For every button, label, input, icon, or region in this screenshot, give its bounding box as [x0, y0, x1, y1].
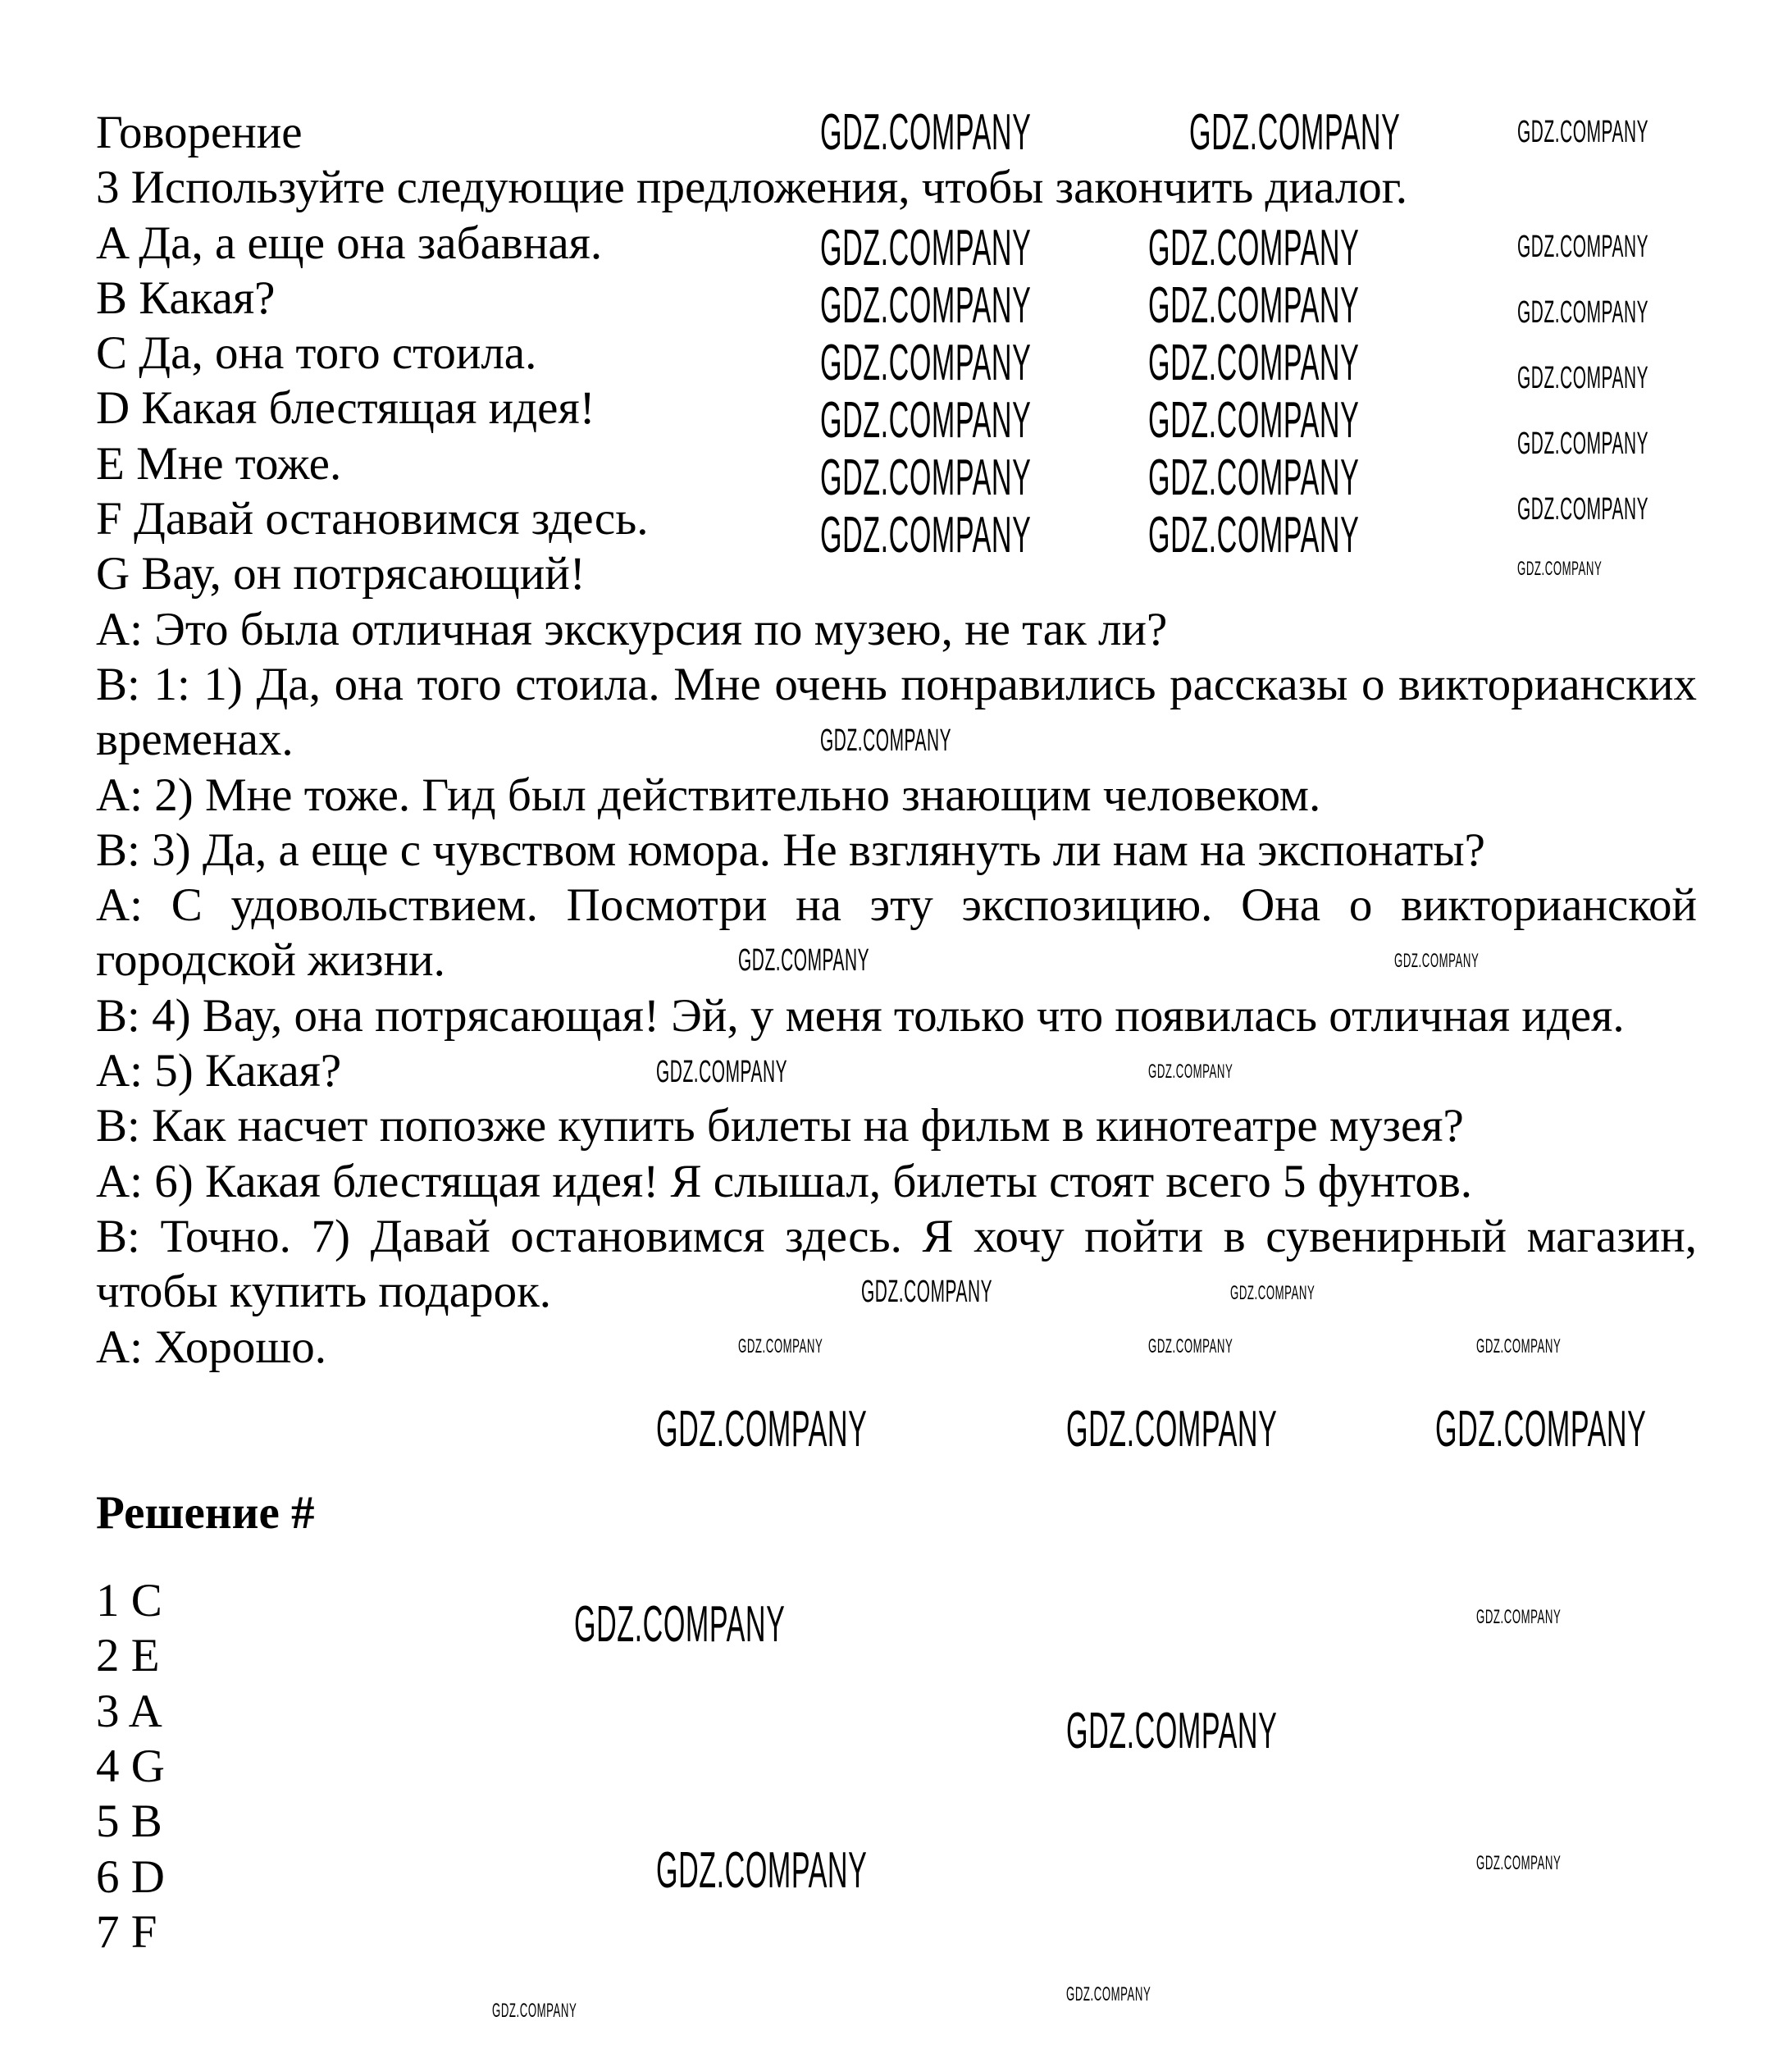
option-f: F Давай остановимся здесь.	[96, 493, 649, 545]
answer-item: 4 G	[96, 1740, 165, 1793]
watermark: GDZ.COMPANY	[574, 1596, 786, 1653]
watermark: GDZ.COMPANY	[820, 277, 1032, 334]
dialogue-line: A: Это была отличная экскурсия по музею, не так ли?	[96, 603, 1168, 655]
watermark: GDZ.COMPANY	[1517, 361, 1649, 395]
watermark: GDZ.COMPANY	[1517, 492, 1649, 527]
option-c: C Да, она того стоила.	[96, 327, 537, 380]
solution-heading: Решение #	[96, 1486, 315, 1539]
answer-item: 5 B	[96, 1795, 162, 1848]
watermark: GDZ.COMPANY	[1148, 277, 1360, 334]
dialogue-line: A: 5) Какая?	[96, 1045, 342, 1097]
watermark: GDZ.COMPANY	[1066, 1983, 1151, 2005]
spacer	[96, 1375, 1697, 1485]
spacer	[96, 1540, 1697, 1573]
dialogue-line: B: Как насчет попозже купить билеты на фильм в кинотеатре музея?	[96, 1100, 1464, 1152]
watermark: GDZ.COMPANY	[1066, 1703, 1278, 1759]
dialogue-line: A: 2) Мне тоже. Гид был действительно знающим человеком.	[96, 769, 1321, 821]
watermark: GDZ.COMPANY	[1148, 335, 1360, 391]
dialogue-line: B: Точно. 7) Давай остановимся здесь. Я хочу пойти в сувенирный магазин, чтобы купить подарок.	[96, 1210, 1697, 1318]
watermark: GDZ.COMPANY	[1066, 1401, 1278, 1458]
watermark: GDZ.COMPANY	[656, 1055, 788, 1089]
watermark: GDZ.COMPANY	[820, 104, 1032, 161]
option-g: G Вау, он потрясающий!	[96, 548, 586, 600]
watermark: GDZ.COMPANY	[492, 2000, 577, 2022]
watermark: GDZ.COMPANY	[1476, 1606, 1562, 1628]
watermark: GDZ.COMPANY	[1517, 115, 1649, 149]
watermark: GDZ.COMPANY	[738, 943, 870, 978]
section-title: Говорение	[96, 107, 303, 158]
watermark: GDZ.COMPANY	[1148, 220, 1360, 276]
answer-item: 1 C	[96, 1575, 162, 1627]
option-a: A Да, а еще она забавная.	[96, 217, 603, 269]
watermark: GDZ.COMPANY	[820, 220, 1032, 276]
watermark: GDZ.COMPANY	[1517, 295, 1649, 330]
dialogue-line: B: 3) Да, а еще с чувством юмора. Не взглянуть ли нам на экспонаты?	[96, 823, 1485, 876]
watermark: GDZ.COMPANY	[1148, 1061, 1233, 1083]
task-text: 3 Используйте следующие предложения, чтобы закончить диалог.	[96, 162, 1408, 214]
answer-item: 2 E	[96, 1630, 160, 1682]
watermark: GDZ.COMPANY	[1476, 1335, 1562, 1357]
watermark: GDZ.COMPANY	[656, 1401, 868, 1458]
watermark: GDZ.COMPANY	[738, 1335, 823, 1357]
option-b: B Какая?	[96, 271, 276, 324]
watermark: GDZ.COMPANY	[861, 1275, 993, 1309]
watermark: GDZ.COMPANY	[1148, 1335, 1233, 1357]
dialogue-line: B: 4) Вау, она потрясающая! Эй, у меня только что появилась отличная идея.	[96, 989, 1625, 1042]
watermark: GDZ.COMPANY	[1517, 427, 1649, 461]
watermark: GDZ.COMPANY	[820, 335, 1032, 391]
option-e: E Мне тоже.	[96, 437, 342, 490]
watermark: GDZ.COMPANY	[1189, 104, 1401, 161]
watermark: GDZ.COMPANY	[1435, 1401, 1647, 1458]
dialogue-line: A: С удовольствием. Посмотри на эту экспозицию. Она о викторианской городской жизни.	[96, 879, 1697, 987]
watermark: GDZ.COMPANY	[1517, 230, 1649, 264]
watermark: GDZ.COMPANY	[1148, 392, 1360, 449]
answer-item: 6 D	[96, 1850, 165, 1903]
dialogue-line: A: 6) Какая блестящая идея! Я слышал, билеты стоят всего 5 фунтов.	[96, 1155, 1473, 1207]
watermark: GDZ.COMPANY	[820, 507, 1032, 563]
watermark: GDZ.COMPANY	[1476, 1852, 1562, 1874]
watermark: GDZ.COMPANY	[1230, 1282, 1316, 1304]
answer-item: 3 A	[96, 1685, 162, 1737]
watermark: GDZ.COMPANY	[1148, 507, 1360, 563]
watermark: GDZ.COMPANY	[820, 392, 1032, 449]
watermark: GDZ.COMPANY	[656, 1842, 868, 1899]
watermark: GDZ.COMPANY	[820, 449, 1032, 506]
document	[96, 105, 1697, 1959]
watermark: GDZ.COMPANY	[1517, 558, 1603, 580]
watermark: GDZ.COMPANY	[1394, 950, 1480, 972]
dialogue-line: B: 1: 1) Да, она того стоила. Мне очень понравились рассказы о викторианских временах.	[96, 658, 1697, 766]
watermark: GDZ.COMPANY	[820, 723, 952, 758]
answer-item: 7 F	[96, 1905, 157, 1958]
option-d: D Какая блестящая идея!	[96, 382, 595, 435]
dialogue-line: A: Хорошо.	[96, 1321, 326, 1373]
watermark: GDZ.COMPANY	[1148, 449, 1360, 506]
